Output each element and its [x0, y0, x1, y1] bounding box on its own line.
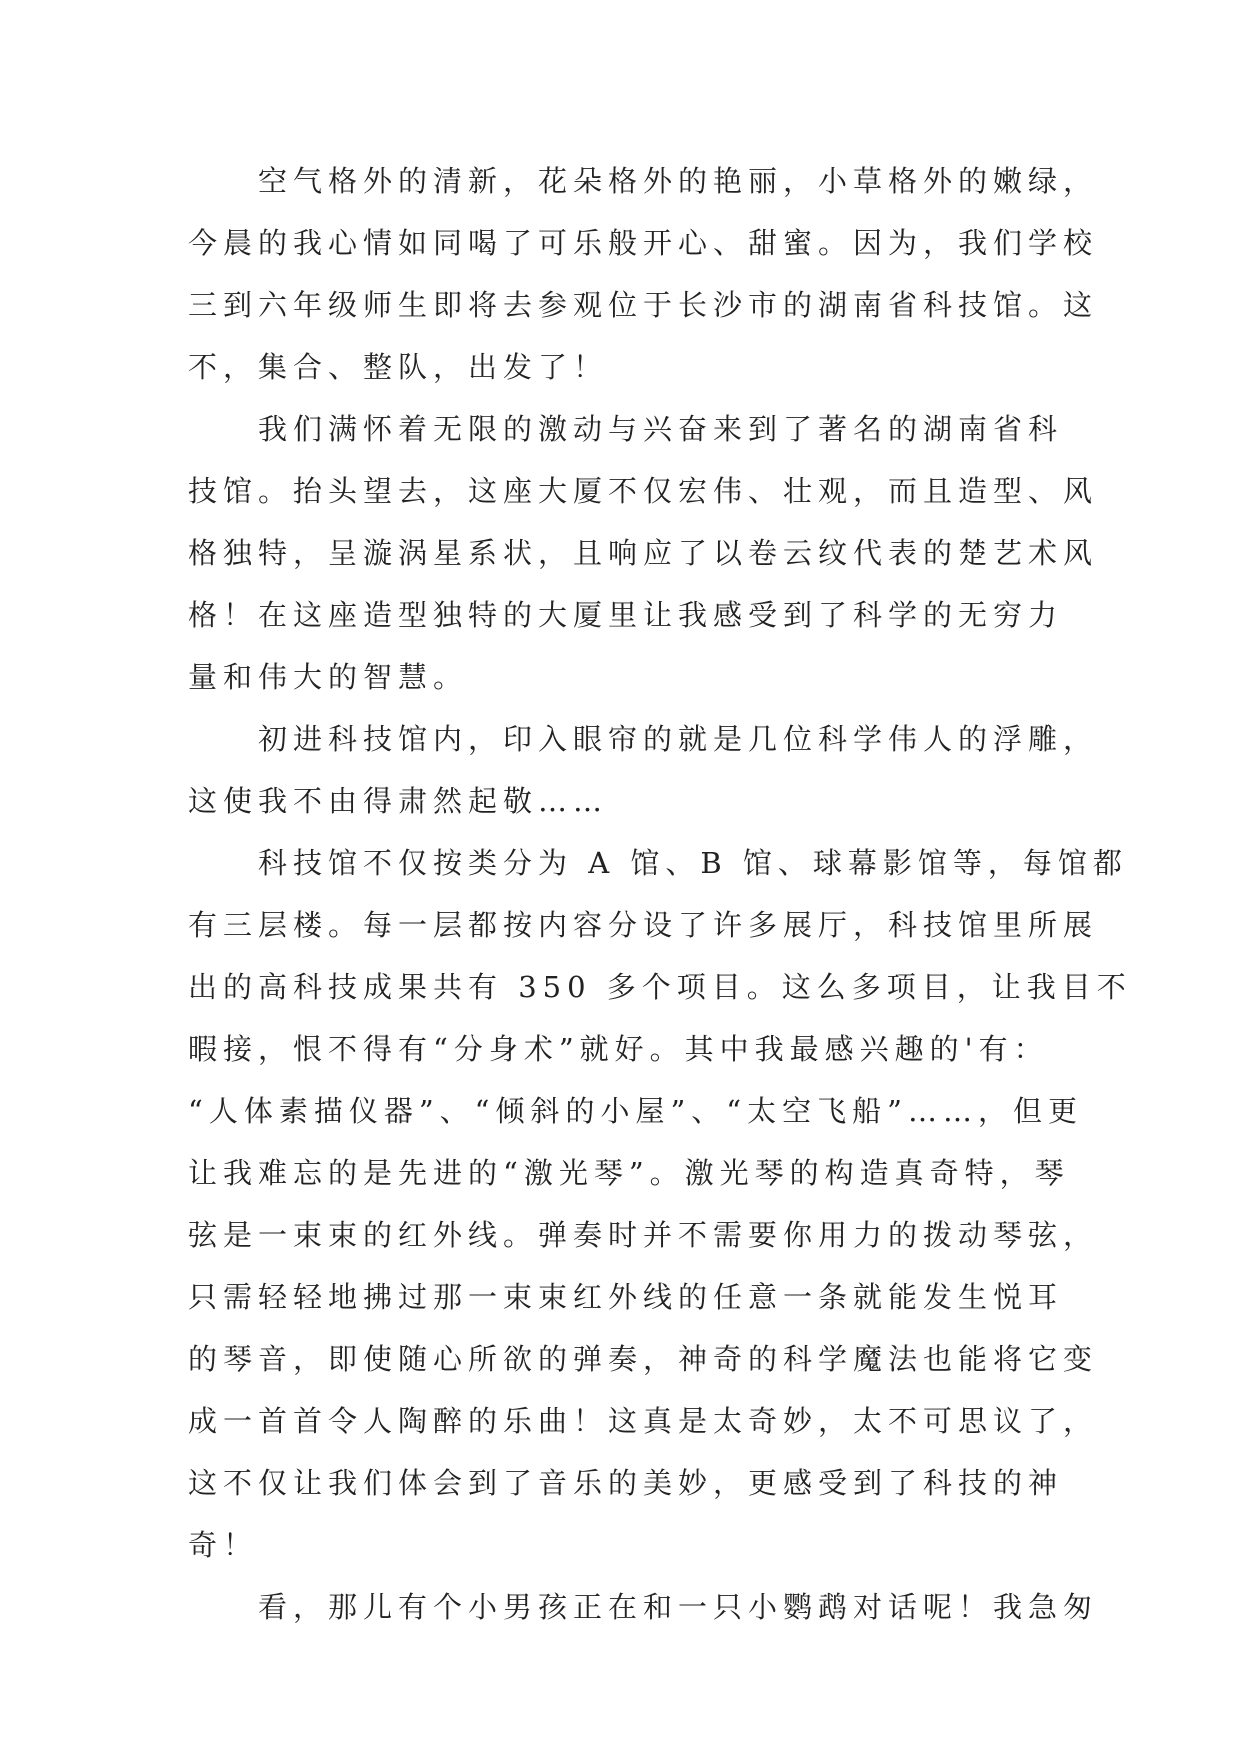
paragraph-4-line-5: “人体素描仪器”、“倾斜的小屋”、“太空飞船”……，但更: [188, 1094, 1083, 1128]
paragraph-4-line-2: 有三层楼。每一层都按内容分设了许多展厅，科技馆里所展: [188, 908, 1099, 942]
paragraph-2-line-3: 格独特，呈漩涡星系状，且响应了以卷云纹代表的楚艺术风: [188, 536, 1099, 570]
paragraph-4-line-4: 暇接，恨不得有“分身术”就好。其中我最感兴趣的'有：: [188, 1032, 1049, 1066]
paragraph-3-line-2: 这使我不由得肃然起敬……: [188, 784, 609, 818]
paragraph-2-line-1: 我们满怀着无限的激动与兴奋来到了著名的湖南省科: [258, 412, 1064, 446]
paragraph-1-line-1: 空气格外的清新，花朵格外的艳丽，小草格外的嫩绿，: [258, 164, 1099, 198]
paragraph-2-line-4: 格！在这座造型独特的大厦里让我感受到了科学的无穷力: [188, 598, 1064, 632]
paragraph-4-line-3: 出的高科技成果共有 350 多个项目。这么多项目，让我目不: [188, 970, 1132, 1004]
paragraph-5-line-1: 看，那儿有个小男孩正在和一只小鹦鹉对话呢！我急匆: [258, 1590, 1099, 1624]
paragraph-4-line-9: 的琴音，即使随心所欲的弹奏，神奇的科学魔法也能将它变: [188, 1342, 1099, 1376]
paragraph-4-line-10: 成一首首令人陶醉的乐曲！这真是太奇妙，太不可思议了，: [188, 1404, 1099, 1438]
paragraph-1-line-2: 今晨的我心情如同喝了可乐般开心、甜蜜。因为，我们学校: [188, 226, 1099, 260]
paragraph-4-line-11: 这不仅让我们体会到了音乐的美妙，更感受到了科技的神: [188, 1466, 1064, 1500]
paragraph-4-line-8: 只需轻轻地拂过那一束束红外线的任意一条就能发生悦耳: [188, 1280, 1064, 1314]
paragraph-4-line-7: 弦是一束束的红外线。弹奏时并不需要你用力的拨动琴弦，: [188, 1218, 1099, 1252]
paragraph-4-line-6: 让我难忘的是先进的“激光琴”。激光琴的构造真奇特，琴: [188, 1156, 1070, 1190]
body-text: [188, 150, 1132, 1638]
paragraph-3-line-1: 初进科技馆内，印入眼帘的就是几位科学伟人的浮雕，: [258, 722, 1099, 756]
paragraph-4-line-1: 科技馆不仅按类分为 A 馆、B 馆、球幕影馆等，每馆都: [258, 846, 1128, 880]
paragraph-2-line-5: 量和伟大的智慧。: [188, 660, 469, 694]
paragraph-1-line-3: 三到六年级师生即将去参观位于长沙市的湖南省科技馆。这: [188, 288, 1099, 322]
paragraph-1-line-4: 不，集合、整队，出发了！: [188, 350, 609, 384]
paragraph-2-line-2: 技馆。抬头望去，这座大厦不仅宏伟、壮观，而且造型、风: [188, 474, 1099, 508]
paragraph-4-line-12: 奇！: [188, 1528, 259, 1562]
